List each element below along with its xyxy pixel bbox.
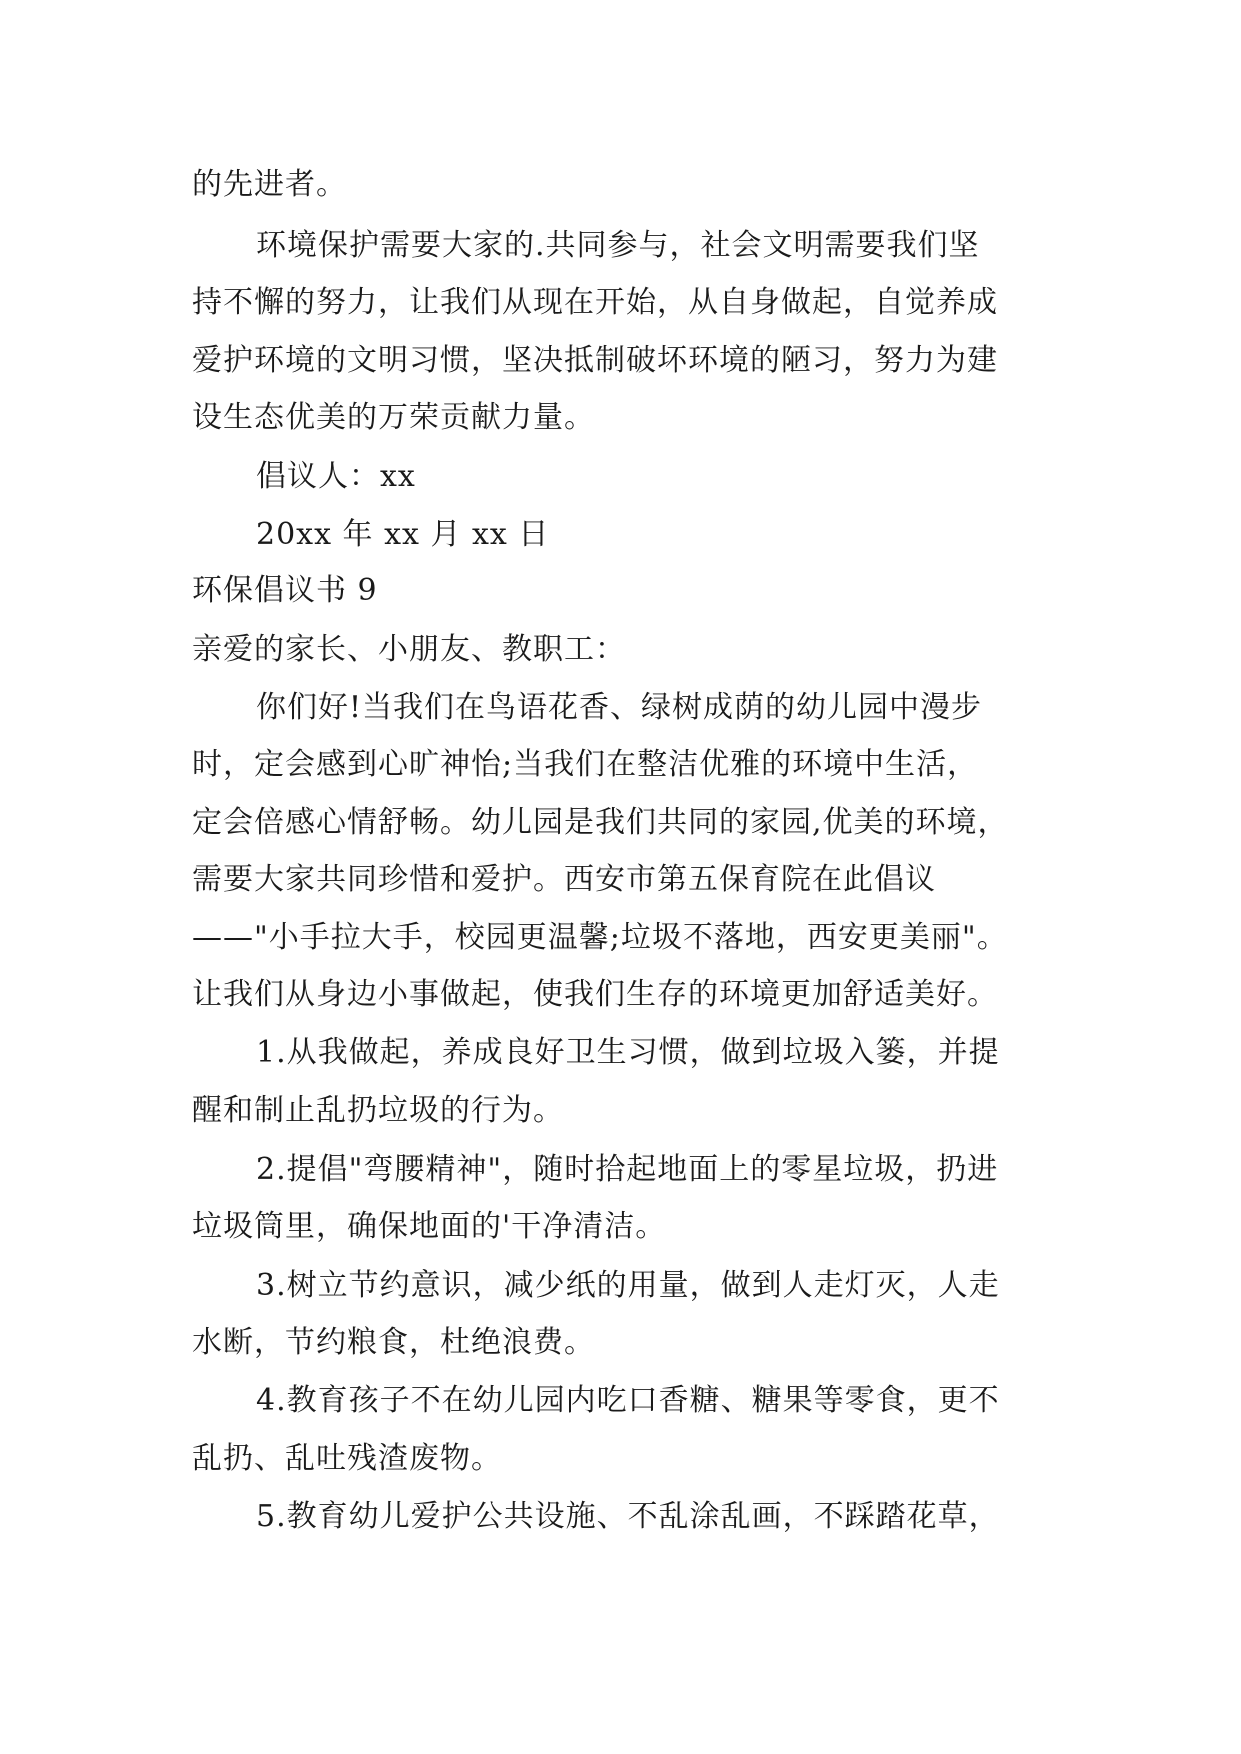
list-item-line: 乱扔、乱吐残渣废物。 bbox=[192, 1441, 502, 1476]
paragraph-line: 的先进者。 bbox=[192, 167, 347, 202]
paragraph-line: 环境保护需要大家的.共同参与，社会文明需要我们坚 bbox=[256, 228, 980, 263]
paragraph-line: 需要大家共同珍惜和爱护。西安市第五保育院在此倡议 bbox=[192, 862, 936, 897]
paragraph-line: 让我们从身边小事做起，使我们生存的环境更加舒适美好。 bbox=[192, 977, 998, 1012]
paragraph-line: 爱护环境的文明习惯，坚决抵制破坏环境的陋习，努力为建 bbox=[192, 343, 998, 378]
paragraph-line: 时，定会感到心旷神怡;当我们在整洁优雅的环境中生活， bbox=[192, 747, 979, 782]
signature-line: 倡议人：xx bbox=[256, 459, 416, 494]
date-line: 20xx 年 xx 月 xx 日 bbox=[256, 517, 550, 552]
paragraph-line: 持不懈的努力，让我们从现在开始，从自身做起，自觉养成 bbox=[192, 285, 998, 320]
paragraph-line: 你们好!当我们在鸟语花香、绿树成荫的幼儿园中漫步 bbox=[256, 690, 983, 725]
salutation: 亲爱的家长、小朋友、教职工： bbox=[192, 632, 626, 667]
list-item-line: 5.教育幼儿爱护公共设施、不乱涂乱画，不踩踏花草， bbox=[256, 1499, 1000, 1534]
list-item-line: 水断，节约粮食，杜绝浪费。 bbox=[192, 1325, 595, 1360]
paragraph-line: ——"小手拉大手，校园更温馨;垃圾不落地，西安更美丽"。 bbox=[192, 920, 1008, 955]
paragraph-line: 定会倍感心情舒畅。幼儿园是我们共同的家园,优美的环境， bbox=[192, 805, 1009, 840]
section-heading: 环保倡议书 9 bbox=[192, 573, 378, 608]
list-item-line: 垃圾筒里，确保地面的'干净清洁。 bbox=[192, 1209, 667, 1244]
list-item-line: 4.教育孩子不在幼儿园内吃口香糖、糖果等零食，更不 bbox=[256, 1383, 1000, 1418]
list-item-line: 3.树立节约意识，减少纸的用量，做到人走灯灭，人走 bbox=[256, 1268, 1000, 1303]
list-item-line: 2.提倡"弯腰精神"，随时拾起地面上的零星垃圾，扔进 bbox=[256, 1152, 999, 1187]
list-item-line: 醒和制止乱扔垃圾的行为。 bbox=[192, 1093, 564, 1128]
list-item-line: 1.从我做起，养成良好卫生习惯，做到垃圾入篓，并提 bbox=[256, 1035, 1000, 1070]
paragraph-line: 设生态优美的万荣贡献力量。 bbox=[192, 400, 595, 435]
